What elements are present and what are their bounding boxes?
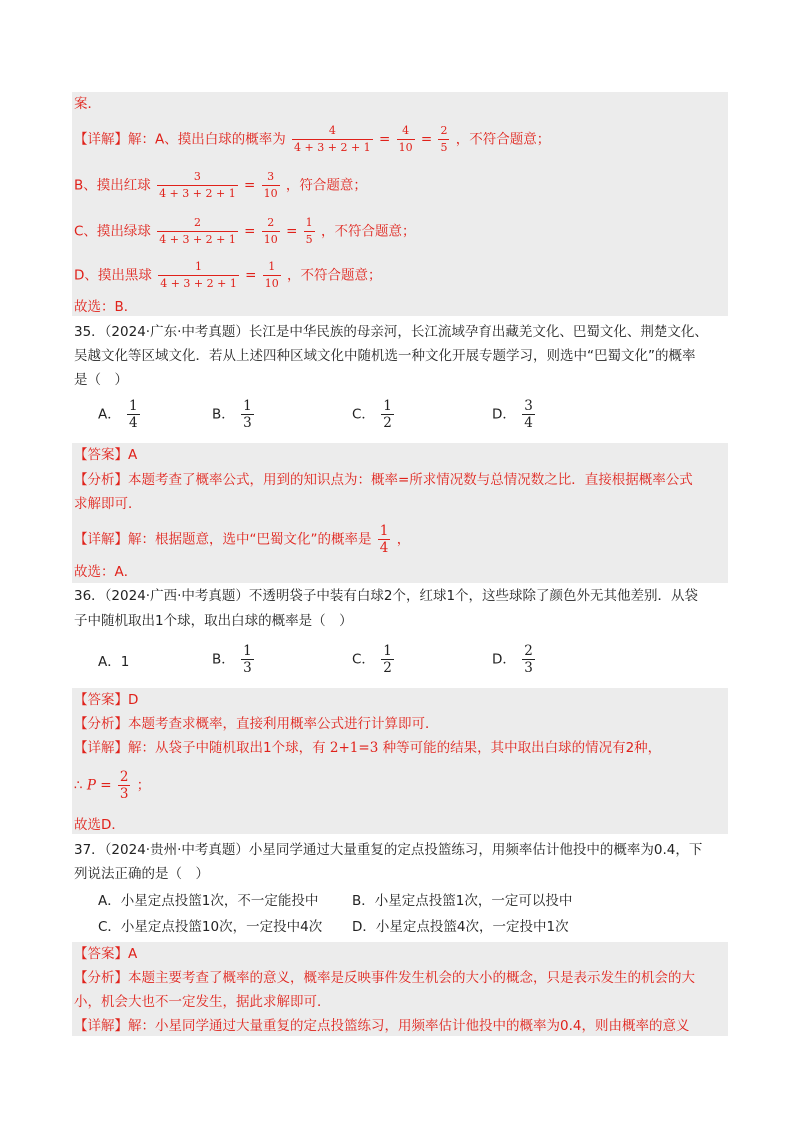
fraction: $\frac{2}{3}$ <box>119 769 129 802</box>
text: 【分析】本题考查求概率，直接利用概率公式进行计算即可． <box>74 716 439 732</box>
q35-choose <box>74 562 137 582</box>
text: 【答案】A <box>74 946 138 962</box>
option-label: D． <box>492 406 516 423</box>
q34-detail-c <box>74 216 415 247</box>
math-variable: P <box>86 777 96 794</box>
q37-question-l2 <box>74 864 209 884</box>
fraction: $\frac{3}{4 + 3 + 2 + 1}$ <box>159 170 236 200</box>
option-label: B．小星定点投篮1次，一定可以投中 <box>352 893 573 909</box>
q35-question-l3 <box>74 370 128 390</box>
q36-option-b[interactable] <box>212 644 256 675</box>
equals: = <box>243 177 256 194</box>
q36-answer <box>74 690 138 710</box>
fraction: $\frac{4}{4 + 3 + 2 + 1}$ <box>294 124 371 154</box>
fraction: $\frac{1}{4}$ <box>129 398 138 431</box>
q37-option-b[interactable] <box>352 891 572 911</box>
text: 列说法正确的是（ ） <box>74 866 209 882</box>
q35-question-l2 <box>74 346 696 366</box>
text: ，不符合题意； <box>455 131 551 148</box>
fraction: $\frac{1}{3}$ <box>243 643 252 676</box>
equals: = <box>244 223 256 240</box>
fraction: $\frac{4}{10}$ <box>398 124 413 154</box>
fraction: $\frac{1}{10}$ <box>264 260 279 290</box>
text: D、摸出黑球 <box>74 267 152 284</box>
q35-analysis-l2 <box>74 494 142 514</box>
text: 36．（2024·广西·中考真题）不透明袋子中装有白球2个，红球1个，这些球除了颜色外无其他差别．从袋 <box>74 588 699 604</box>
math-expression: 2+1=3 <box>329 740 379 756</box>
option-label: A．小星定点投篮1次，不一定能投中 <box>98 893 319 909</box>
q37-question-l1 <box>74 840 702 860</box>
option-label: D． <box>492 651 516 668</box>
option-label: C．小星定点投篮10次，一定投中4次 <box>98 919 323 935</box>
q37-option-d[interactable] <box>352 917 569 937</box>
text: 故选：B． <box>74 299 138 315</box>
text: 35．（2024·广东·中考真题）长江是中华民族的母亲河，长江流域孕育出藏羌文化、巴蜀文化、荆楚文化、 <box>74 324 708 340</box>
q36-detail <box>74 738 661 758</box>
fraction: $\frac{1}{4}$ <box>379 523 389 556</box>
option-label: C． <box>352 406 375 423</box>
fraction: $\frac{2}{3}$ <box>524 643 533 676</box>
text: B、摸出红球 <box>74 177 151 194</box>
q37-detail-l1 <box>74 1016 689 1036</box>
q34-tail-line <box>74 94 101 114</box>
q36-analysis <box>74 714 439 734</box>
q37-analysis-l1 <box>74 968 695 988</box>
q34-detail-b <box>74 170 367 201</box>
text: ， <box>396 531 411 548</box>
fraction: $\frac{1}{2}$ <box>383 643 392 676</box>
text: 求解即可． <box>74 496 142 512</box>
text: 故选：A． <box>74 564 138 580</box>
equals: = <box>100 777 112 794</box>
q35-detail <box>74 524 410 555</box>
q36-question-l2 <box>74 611 353 631</box>
text: 案． <box>74 96 101 112</box>
fraction: $\frac{2}{5}$ <box>440 124 448 154</box>
fraction: $\frac{3}{4}$ <box>524 398 533 431</box>
q35-analysis-l1 <box>74 470 693 490</box>
text: ，符合题意； <box>285 177 367 194</box>
q35-option-d[interactable] <box>492 399 537 430</box>
equals: = <box>378 131 391 148</box>
q36-option-a[interactable] <box>98 652 129 672</box>
option-label: B． <box>212 406 235 423</box>
equals: = <box>420 131 433 148</box>
q37-analysis-l2 <box>74 992 331 1012</box>
text: 【详解】解：A、摸出白球的概率为 <box>74 131 286 148</box>
equals: = <box>245 267 257 284</box>
text: 【答案】D <box>74 692 139 708</box>
q35-option-c[interactable] <box>352 399 396 430</box>
equals: = <box>286 223 298 240</box>
q37-option-c[interactable] <box>98 917 322 937</box>
text: 【答案】A <box>74 447 138 463</box>
fraction: $\frac{1}{2}$ <box>383 398 392 431</box>
text: 子中随机取出1个球，取出白球的概率是（ ） <box>74 613 353 629</box>
text: 种等可能的结果，其中取出白球的情况有2种， <box>382 740 662 756</box>
text: 【详解】解：小星同学通过大量重复的定点投篮练习，用频率估计他投中的概率为0.4，则由概率的意义 <box>74 1018 690 1034</box>
option-label: B． <box>212 651 235 668</box>
fraction: $\frac{1}{5}$ <box>305 216 313 246</box>
text: 故选D． <box>74 817 125 833</box>
text: ； <box>136 777 151 794</box>
q36-option-c[interactable] <box>352 644 396 675</box>
text: 【详解】解：根据题意，选中“巴蜀文化”的概率是 <box>74 531 372 548</box>
q36-question-l1 <box>74 586 698 606</box>
q35-option-a[interactable] <box>98 399 142 430</box>
text: 37．（2024·贵州·中考真题）小星同学通过大量重复的定点投篮练习，用频率估计他投中的概率为0.4，下 <box>74 842 703 858</box>
fraction: $\frac{2}{10}$ <box>263 216 278 246</box>
fraction: $\frac{3}{10}$ <box>263 170 278 200</box>
text: C、摸出绿球 <box>74 223 151 240</box>
option-label: A． <box>98 406 121 423</box>
fraction: $\frac{1}{3}$ <box>243 398 252 431</box>
text: 【详解】解：从袋子中随机取出1个球，有 <box>74 740 326 756</box>
text: 【分析】本题主要考查了概率的意义，概率是反映事件发生机会的大小的概念，只是表示发生的机会的大 <box>74 970 695 986</box>
solution-band-q35 <box>72 443 728 583</box>
text: ，不符合题意； <box>320 223 416 240</box>
q34-choose <box>74 297 137 317</box>
q37-answer <box>74 944 137 964</box>
text: 小，机会大也不一定发生，据此求解即可． <box>74 994 331 1010</box>
option-label: C． <box>352 651 375 668</box>
option-label: D．小星定点投篮4次，一定投中1次 <box>352 919 569 935</box>
q35-answer <box>74 445 137 465</box>
q35-question-l1 <box>74 322 708 342</box>
q37-option-a[interactable] <box>98 891 318 911</box>
fraction: $\frac{1}{4 + 3 + 2 + 1}$ <box>160 260 237 290</box>
q35-option-b[interactable] <box>212 399 256 430</box>
solution-band-q36 <box>72 688 728 834</box>
q36-choose <box>74 815 125 835</box>
text: 【分析】本题考查了概率公式，用到的知识点为：概率=所求情况数与总情况数之比．直接根据概率公式 <box>74 472 693 488</box>
option-label: A．1 <box>98 654 130 670</box>
text: ，不符合题意； <box>287 267 382 284</box>
fraction: $\frac{2}{4 + 3 + 2 + 1}$ <box>159 216 236 246</box>
q36-formula <box>74 770 150 801</box>
q34-detail-d <box>74 260 382 291</box>
text: 吴越文化等区域文化．若从上述四种区域文化中随机选一种文化开展专题学习，则选中“巴蜀文化”的概率 <box>74 348 696 364</box>
text: 是（ ） <box>74 372 128 388</box>
q34-detail-a <box>74 124 550 155</box>
q36-option-d[interactable] <box>492 644 537 675</box>
therefore-symbol: ∴ <box>74 777 83 794</box>
